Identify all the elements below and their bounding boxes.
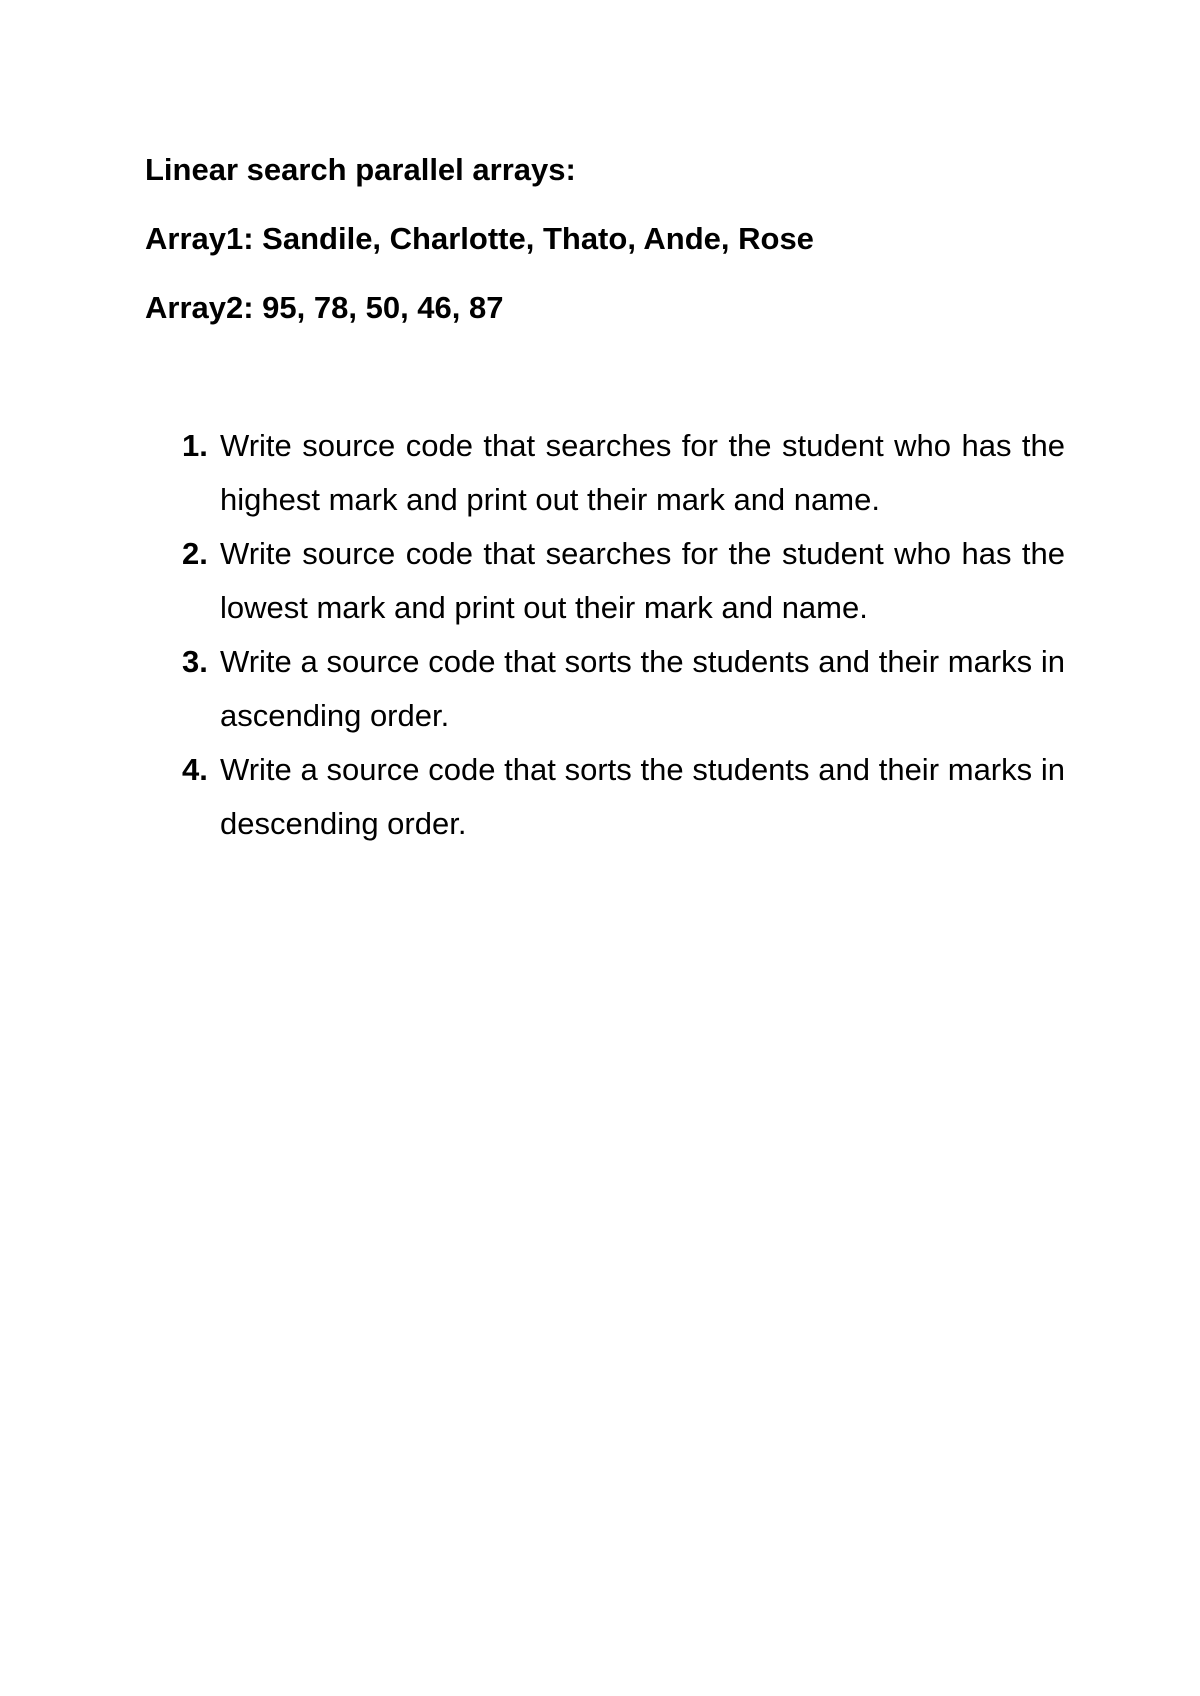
question-item — [145, 419, 1065, 527]
array1-line: Array1: Sandile, Charlotte, Thato, Ande, Rose — [145, 221, 814, 256]
document-heading: Linear search parallel arrays: — [145, 152, 576, 187]
question-item — [145, 527, 1065, 635]
question-number: 4. — [182, 752, 208, 787]
question-item — [145, 635, 1065, 743]
question-number: 1. — [182, 428, 208, 463]
question-text: Write source code that searches for the student who has the highest mark and print out their mark and name. — [220, 428, 1065, 517]
question-list — [145, 419, 1065, 851]
spacer — [145, 357, 1065, 419]
array2-line: Array2: 95, 78, 50, 46, 87 — [145, 290, 504, 325]
question-item — [145, 743, 1065, 851]
document-content — [145, 150, 1065, 851]
question-text: Write a source code that sorts the students and their marks in descending order. — [220, 752, 1065, 841]
question-number: 3. — [182, 644, 208, 679]
question-text: Write source code that searches for the student who has the lowest mark and print out their mark and name. — [220, 536, 1065, 625]
question-text: Write a source code that sorts the students and their marks in ascending order. — [220, 644, 1065, 733]
question-number: 2. — [182, 536, 208, 571]
